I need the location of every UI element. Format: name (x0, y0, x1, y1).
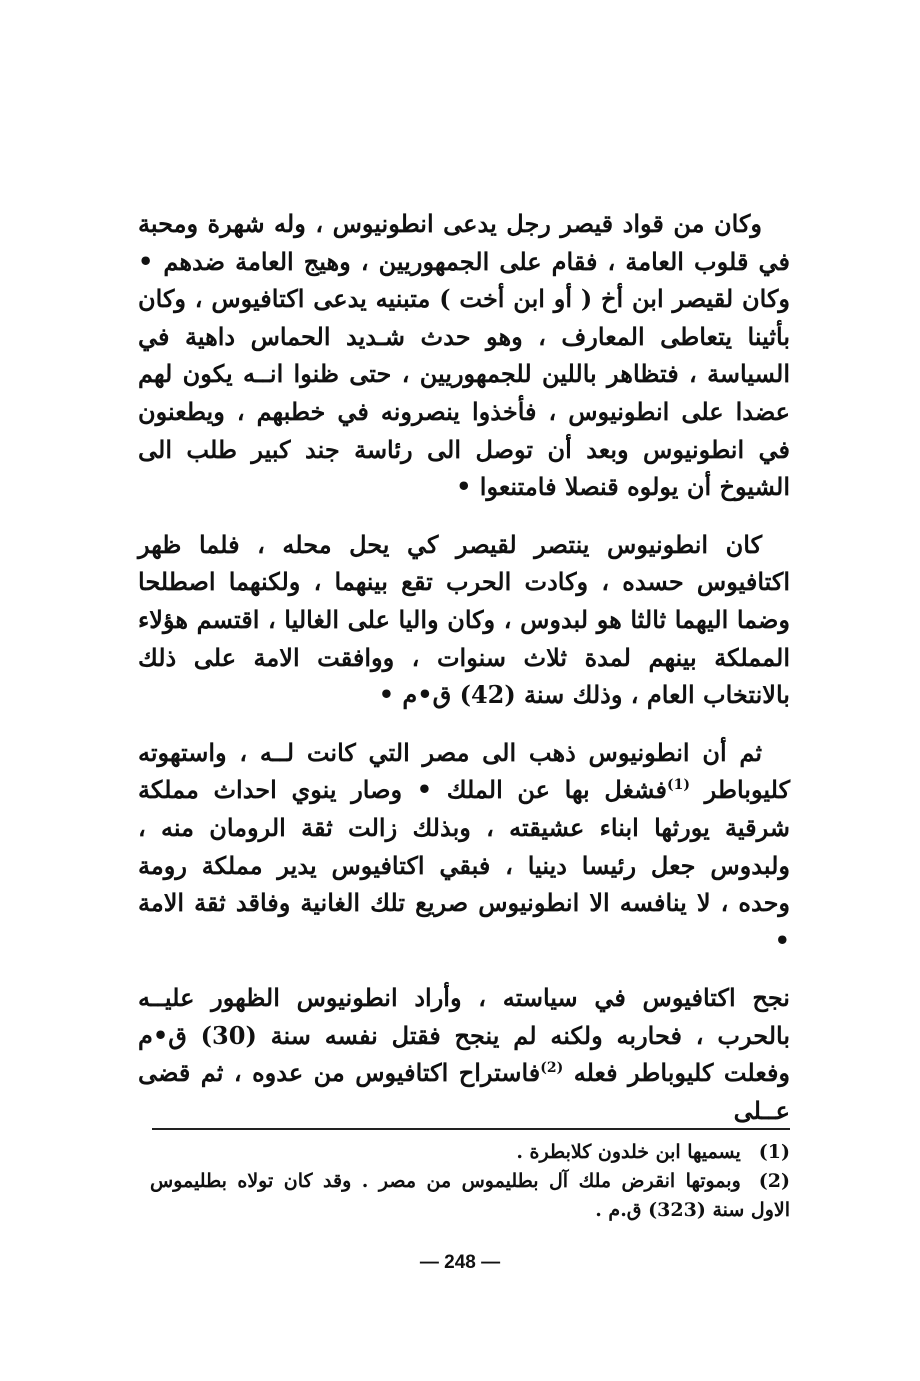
footnote-1-text: يسميها ابن خلدون كلابطرة . (516, 1141, 741, 1163)
footnote-divider (152, 1128, 790, 1130)
footnote-2 (150, 1167, 790, 1225)
paragraph-2: كان انطونيوس ينتصر لقيصر كي يحل محله ، فلما ظهر اكتافيوس حسده ، وكادت الحرب تقع بينهما ، ولكنهما اصطلحا وضما اليهما ثالثا هو لبدوس ، وكان واليا على الغاليا ، اقتسم هؤلاء المملكة بينهم لمدة ثلاث سنوات ، ووافقت الامة على ذلك بالانتخاب العام ، وذلك سنة (42) ق•م • (138, 529, 790, 710)
footnote-ref-2: (2) (540, 1060, 564, 1077)
footnote-ref-1: (1) (666, 777, 690, 794)
paragraph-1: وكان من قواد قيصر رجل يدعى انطونيوس ، وله شهرة ومحبة في قلوب العامة ، فقام على الجمهوريين ، وهيج العامة ضدهم • وكان لقيصر ابن أخ ( أو ابن أخت ) متبنيه يدعى اكتافيوس ، وكان بأثينا يتعاطى المعارف ، وهو حدث شـديد الحماس داهية في السياسة ، فتظاهر باللين للجمهوريين ، حتى ظنوا انــه يكون لهم عضدا على انطونيوس ، فأخذوا ينصرونه في خطبهم ، ويطعنون في انطونيوس وبعد أن توصل الى رئاسة جند كبير طلب الى الشيوخ أن يولوه قنصلا فامتنعوا • (138, 209, 791, 502)
page-number: — 248 — (419, 1252, 501, 1273)
footnote-2-text: وبموتها انقرض ملك آل بطليموس من مصر . وقد كان تولاه بطليموس الاول سنة (323) ق.م . (150, 1170, 790, 1221)
footnote-1 (150, 1138, 790, 1167)
footnote-1-number: (1) (758, 1141, 790, 1163)
paragraph-4-part-b: فاستراح اكتافيوس من عدوه ، ثم قضى عــلى (138, 1058, 790, 1126)
paragraph-3 (138, 734, 790, 960)
main-text (138, 205, 790, 1130)
paragraph-4 (138, 979, 790, 1129)
footnotes (150, 1138, 790, 1225)
footnote-2-number: (2) (758, 1170, 790, 1192)
paragraph-4-part-a: نجح اكتافيوس في سياسته ، وأراد انطونيوس الظهور عليــه بالحرب ، فحاربه ولكنه لم ينجح فقتل نفسه سنة (30) ق•م وفعلت كليوباطر فعله (138, 983, 791, 1088)
paragraph-3-part-b: فشغل بها عن الملك • وصار ينوي احداث مملكة شرقية يورثها ابناء عشيقته ، وبذلك زالت ثقة الرومان منه ، ولبدوس جعل رئيسا دينيا ، فبقي اكتافيوس يدير مملكة رومة وحده ، لا ينافسه الا انطونيوس صريع تلك الغانية وفاقد ثقة الامة • (138, 775, 790, 955)
paragraph-3-part-a: ثم أن انطونيوس ذهب الى مصر التي كانت لــه ، واستهوته كليوباطر (138, 737, 790, 805)
